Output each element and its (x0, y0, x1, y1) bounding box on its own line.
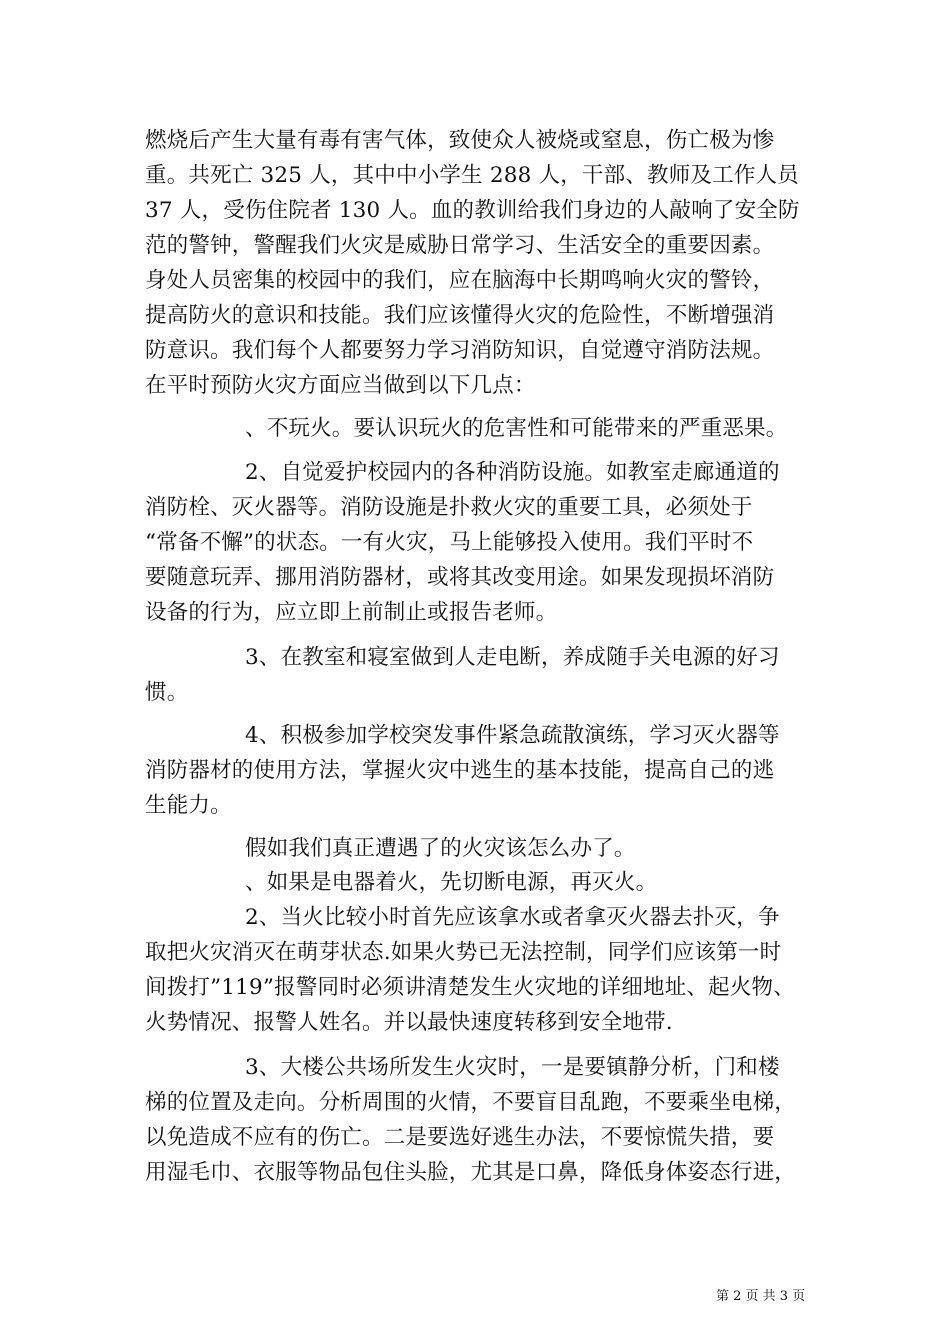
list-item-2: 2、自觉爱护校园内的各种消防设施。如教室走廊通道的 (245, 460, 780, 485)
text-line: 范的警钟，警醒我们火灾是威胁日常学习、生活安全的重要因素。 (145, 233, 775, 258)
list-item-3: 3、大楼公共场所发生火灾时，一是要镇静分析，门和楼 (245, 1055, 780, 1080)
text-line: 间拨打”119”报警同时必须讲清楚发生火灾地的详细地址、起火物、 (145, 975, 795, 1000)
text-line: “常备不懈”的状态。一有火灾，马上能够投入使用。我们平时不 (145, 530, 754, 555)
text-line: 设备的行为，应立即上前制止或报告老师。 (145, 600, 558, 625)
list-item-4: 4、积极参加学校突发事件紧急疏散演练，学习灭火器等 (245, 723, 780, 748)
text-line: 身处人员密集的校园中的我们，应在脑海中长期鸣响火灾的警铃， (145, 268, 775, 293)
text-line: 惯。 (145, 680, 189, 705)
text-line: 以免造成不应有的伤亡。二是要选好逃生办法，不要惊慌失措，要 (145, 1125, 775, 1150)
text-line: 防意识。我们每个人都要努力学习消防知识，自觉遵守消防法规。 (145, 338, 775, 363)
text-line: 燃烧后产生大量有毒有害气体，致使众人被烧或窒息，伤亡极为惨 (145, 128, 775, 153)
text-line: 重。共死亡 325 人，其中中小学生 288 人，干部、教师及工作人员 (145, 163, 799, 188)
text-line: 消防栓、灭火器等。消防设施是扑救火灾的重要工具，必须处于 (145, 495, 753, 520)
text-line: 梯的位置及走向。分析周围的火情，不要盲目乱跑，不要乘坐电梯， (145, 1090, 797, 1115)
text-line: 生能力。 (145, 793, 232, 818)
list-item-2: 2、当火比较小时首先应该拿水或者拿灭火器去扑灭，争 (245, 905, 780, 930)
section-heading: 假如我们真正遭遇了的火灾该怎么办了。 (245, 836, 636, 861)
text-line: 取把火灾消灭在萌芽状态.如果火势已无法控制，同学们应该第一时 (145, 940, 782, 965)
text-line: 要随意玩弄、挪用消防器材，或将其改变用途。如果发现损坏消防 (145, 565, 775, 590)
text-line: 提高防火的意识和技能。我们应该懂得火灾的危险性，不断增强消 (145, 303, 775, 328)
text-line: 火势情况、报警人姓名。并以最快速度转移到安全地带. (145, 1010, 673, 1035)
text-line: 用湿毛巾、衣服等物品包住头脸，尤其是口鼻，降低身体姿态行进， (145, 1160, 797, 1185)
page-number-footer: 第 2 页 共 3 页 (716, 1289, 806, 1304)
list-item-3: 3、在教室和寝室做到人走电断，养成随手关电源的好习 (245, 645, 780, 670)
text-line: 在平时预防火灾方面应当做到以下几点： (145, 373, 536, 398)
list-item-1: 、如果是电器着火，先切断电源，再灭火。 (245, 870, 658, 895)
list-item-1: 、不玩火。要认识玩火的危害性和可能带来的严重恶果。 (245, 416, 788, 441)
text-line: 37 人，受伤住院者 130 人。血的教训给我们身边的人敲响了安全防 (145, 198, 800, 223)
text-line: 消防器材的使用方法，掌握火灾中逃生的基本技能，提高自己的逃 (145, 758, 775, 783)
